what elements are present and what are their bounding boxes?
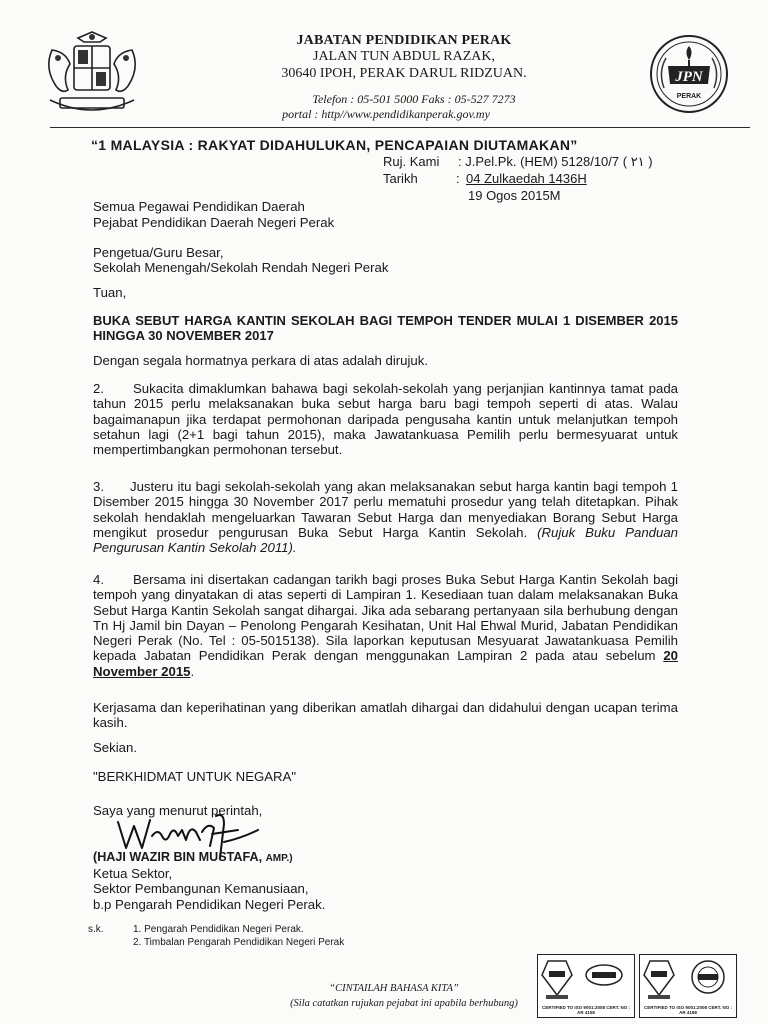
deadline-date: 20 November 2015 — [93, 648, 678, 679]
recipient-group2-line2: Sekolah Menengah/Sekolah Rendah Negeri Perak — [93, 260, 389, 275]
service-motto: "BERKHIDMAT UNTUK NEGARA" — [93, 769, 297, 784]
signer-name — [93, 850, 293, 864]
signer-name-text: (HAJI WAZIR BIN MUSTAFA, — [93, 850, 263, 864]
motto: “1 MALAYSIA : RAKYAT DIDAHULUKAN, PENCAPAIAN DIUTAMAKAN” — [91, 137, 578, 153]
paragraph-end: . — [190, 663, 195, 679]
date-hijri: 04 Zulkaedah 1436H — [466, 171, 587, 186]
salutation: Tuan, — [93, 285, 127, 300]
paragraph-1: Dengan segala hormatnya perkara di atas adalah dirujuk. — [93, 353, 429, 368]
footer-note: (Sila catatkan rujukan pejabat ini apabila berhubung) — [290, 998, 518, 1009]
recipient-group1-line2: Pejabat Pendidikan Daerah Negeri Perak — [93, 215, 335, 230]
signer-title: AMP.) — [265, 853, 293, 864]
iso-certification-badge-1 — [537, 954, 635, 1018]
portal-url: portal : http//www.pendidikanperak.gov.my — [282, 107, 490, 121]
cc-item-1: 1. Pengarah Pendidikan Negeri Perak. — [133, 924, 304, 935]
closing-paragraph: Kerjasama dan keperihatinan yang diberikan amatlah dihargai dan didahului dengan ucapan terima kasih. — [93, 700, 678, 731]
cc-item-2: 2. Timbalan Pengarah Pendidikan Negeri Perak — [133, 937, 345, 948]
quality-system-logo-icon — [538, 955, 634, 1001]
signer-position-3: b.p Pengarah Pendidikan Negeri Perak. — [93, 897, 326, 912]
phone-fax: Telefon : 05-501 5000 Faks : 05-527 7273 — [312, 92, 516, 106]
recipient-group2-line1: Pengetua/Guru Besar, — [93, 245, 224, 260]
date-label: Tarikh — [383, 171, 418, 186]
svg-text:JPN: JPN — [675, 69, 703, 85]
address-line-1: JALAN TUN ABDUL RAZAK, — [313, 49, 495, 64]
subject-heading: BUKA SEBUT HARGA KANTIN SEKOLAH BAGI TEMPOH TENDER MULAI 1 DISEMBER 2015 HINGGA 30 NOVEMBER 2017 — [93, 313, 678, 343]
cert-caption: CERTIFIED TO ISO 9001:2008 CERT. NO : AR 4158 — [542, 1005, 630, 1015]
recipient-group1-line1: Semua Pegawai Pendidikan Daerah — [93, 199, 305, 214]
iqnet-logo-icon — [640, 955, 736, 1001]
cc-label: s.k. — [88, 924, 104, 935]
cert-caption: CERTIFIED TO ISO 9001:2008 CERT. NO : AR 4158 — [644, 1005, 732, 1015]
department-name: JABATAN PENDIDIKAN PERAK — [296, 33, 512, 48]
date-colon: : — [456, 171, 460, 186]
sekian: Sekian. — [93, 740, 137, 755]
paragraph-2 — [93, 381, 678, 457]
paragraph-4 — [93, 572, 678, 679]
address-line-2: 30640 IPOH, PERAK DARUL RIDZUAN. — [281, 66, 527, 81]
letterhead-divider — [50, 127, 750, 128]
paragraph-3 — [93, 479, 678, 555]
logo-text: PERAK — [676, 93, 702, 100]
signer-position-1: Ketua Sektor, — [93, 866, 173, 881]
signer-position-2: Sektor Pembangunan Kemanusiaan, — [93, 881, 309, 896]
yours-faithfully: Saya yang menurut perintah, — [93, 803, 263, 818]
paragraph-number: 3. — [93, 479, 104, 494]
paragraph-text: Bersama ini disertakan cadangan tarikh bagi proses Buka Sebut Harga Kantin Sekolah bagi tempoh yang dinyatakan di atas seperti di Lampiran 1. Kesediaan tuan dalam melaksanakan Buka Sebut Harga Kantin Sekolah sangat dihargai. Jika ada sebarang pertanyaan sila berhubung dengan Tn Hj Jamil bin Dayan – Penolong Pengarah Kesihatan, Unit Hal Ehwal Murid, Jabatan Pendidikan Negeri Perak (No. Tel : 05-5015138). Sila laporkan keputusan Mesyuarat Jawatankuasa Pemilih kepada Jabatan Pendidikan Perak dengan menggunakan Lampiran 2 pada atau sebelum — [93, 572, 678, 664]
paragraph-reference-note: (Rujuk Buku Panduan Pengurusan Kantin Sekolah 2011). — [93, 524, 678, 556]
date-gregorian: 19 Ogos 2015M — [468, 188, 561, 203]
reference-label: Ruj. Kami — [383, 154, 440, 169]
iso-certification-badge-2 — [639, 954, 737, 1018]
paragraph-text: Justeru itu bagi sekolah-sekolah yang akan melaksanakan sebut harga kantin bagi tempoh 1 Disember 2015 hingga 30 November 2017 perlu mematuhi prosedur yang telah ditetapkan. Pihak sekolah hendaklah mengeluarkan Tawaran Sebut Harga dan menyediakan Borang Sebut Harga mengikut prosedur pengurusan Buka Sebut Harga Kantin Sekolah. — [93, 479, 678, 540]
paragraph-number: 2. — [93, 381, 104, 396]
paragraph-text: Sukacita dimaklumkan bahawa bagi sekolah-sekolah yang perjanjian kantinnya tamat pada tahun 2015 perlu melaksanakan buka sebut harga baru bagi tempoh seperti di atas. Walau bagaimanapun jika terdapat permohonan daripada pengusaha kantin untuk melanjutkan tempoh setahun lagi (2+1 bagi tahun 2015), maka Jawatankuasa Pemilih perlu bermesyuarat untuk mempertimbangkan permohonan tersebut. — [93, 381, 678, 458]
footer-slogan: “CINTAILAH BAHASA KITA” — [329, 983, 459, 994]
paragraph-number: 4. — [93, 572, 104, 587]
reference-value: : J.Pel.Pk. (HEM) 5128/10/7 ( ٢١ ) — [458, 154, 653, 169]
